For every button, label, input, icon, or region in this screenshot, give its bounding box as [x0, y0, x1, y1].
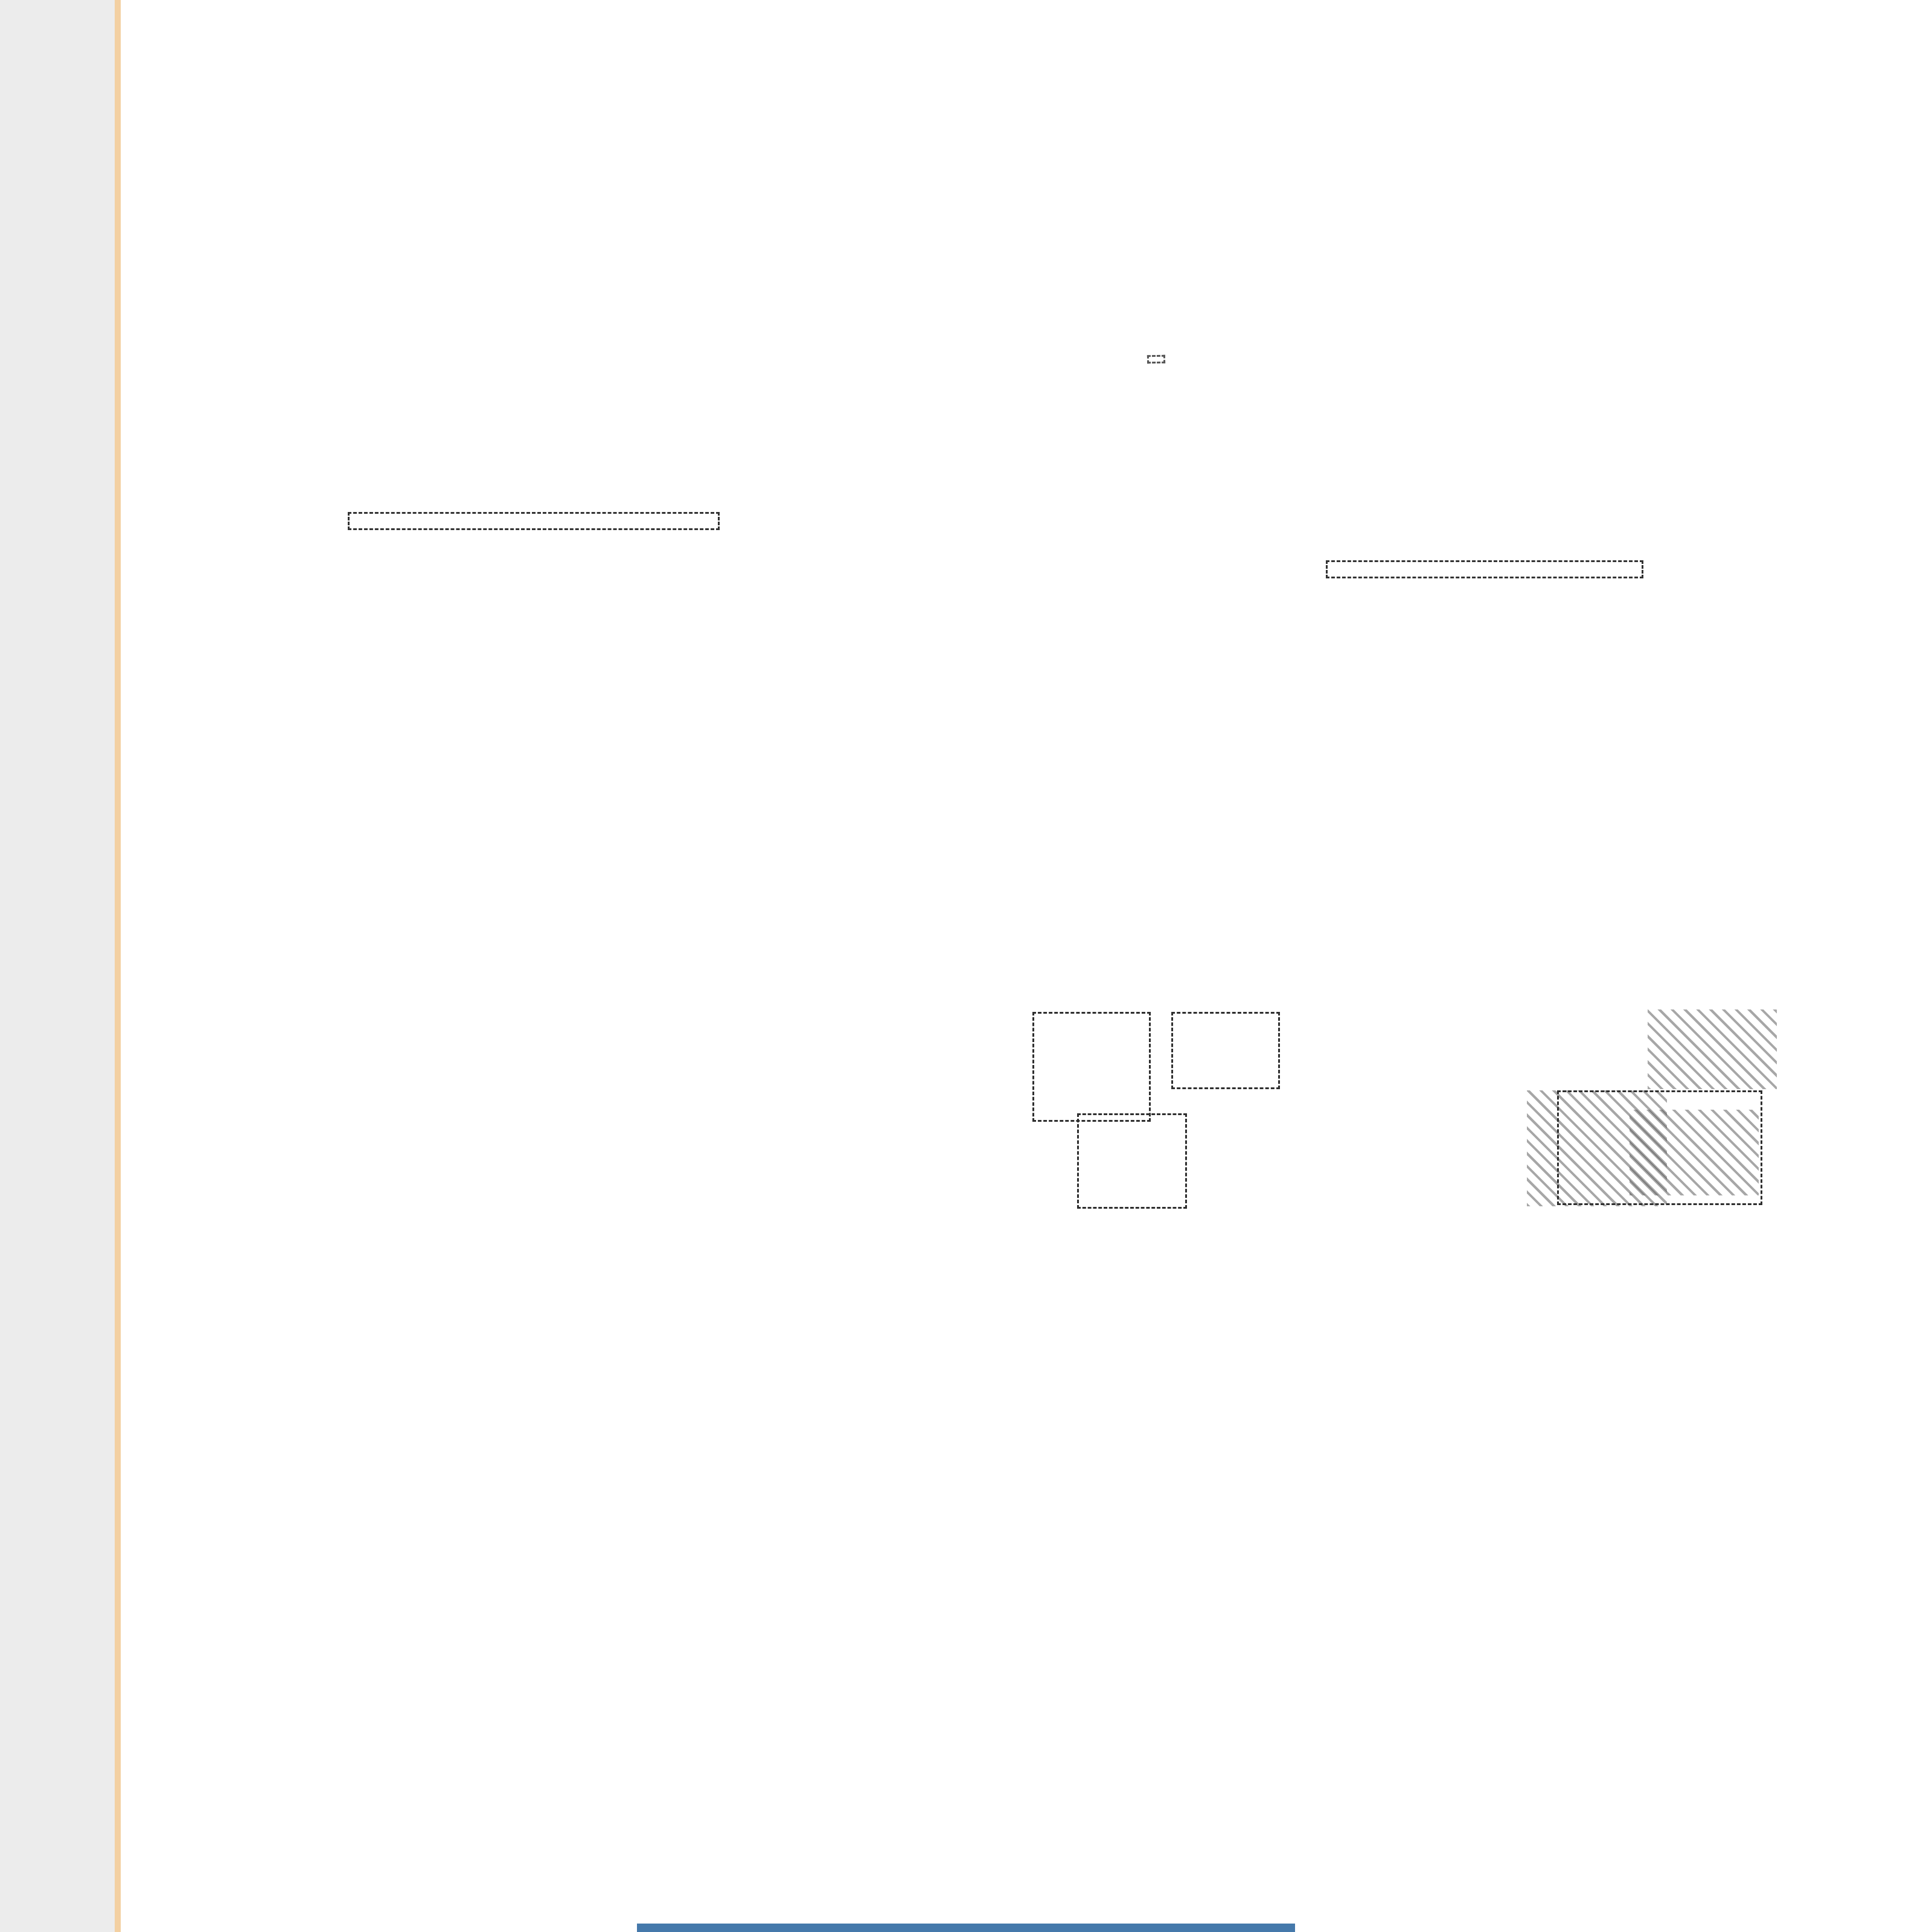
section-sketch-proposal	[613, 1534, 1041, 1538]
sketch-label	[613, 1528, 1041, 1540]
sketch-label	[1061, 1511, 1526, 1523]
section-sketch-park	[1061, 1517, 1526, 1521]
change-marker-box	[1032, 1012, 1151, 1122]
section-sketch-existing	[160, 1534, 613, 1538]
bottom-blue-strip	[637, 1924, 1295, 1932]
sketch-label	[1508, 1524, 1932, 1535]
stall-legend	[1244, 991, 1449, 1130]
reasoned-progression-box-left	[348, 512, 720, 530]
bridge-diagram-right	[1026, 178, 1932, 480]
stall-legend	[795, 994, 1000, 1133]
stall-grid-3	[1041, 1019, 1258, 1194]
exhibition-spaces-label	[1147, 355, 1165, 364]
stall-grid-2	[604, 1020, 821, 1195]
change-marker-box	[1077, 1113, 1187, 1209]
left-margin-strip	[0, 0, 115, 1932]
stall-grid-1	[181, 1022, 398, 1197]
sketch-label	[160, 1527, 613, 1540]
left-accent-line	[115, 0, 121, 1932]
stall-legend	[1744, 989, 1932, 1128]
reasoned-progression-box-right	[1326, 560, 1643, 578]
bridge-diagram-left	[151, 178, 972, 377]
change-marker-box	[1557, 1090, 1762, 1205]
stall-grid-4	[1540, 1019, 1758, 1194]
section-sketch-light-path	[1508, 1530, 1932, 1535]
